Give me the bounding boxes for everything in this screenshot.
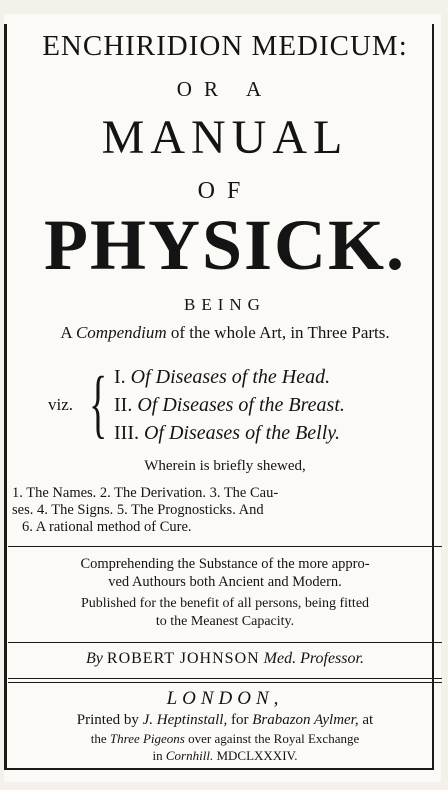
- author-line: [8, 650, 442, 668]
- printed-prefix: Printed by: [76, 712, 143, 728]
- compendium-prefix: A: [60, 323, 76, 342]
- sign-prefix: the: [90, 731, 110, 746]
- imprint-year: MDCLXXXIV.: [213, 748, 298, 763]
- published-line-1: Published for the benefit of all persons, being fitted: [80, 596, 370, 611]
- part-3-number: III.: [114, 422, 144, 444]
- compendium-suffix: of the whole Art, in Three Parts.: [166, 323, 390, 342]
- part-1-text: Of Diseases of the Head.: [130, 366, 331, 388]
- author-title: Med. Professor.: [259, 650, 364, 667]
- part-2: [114, 394, 345, 417]
- sign-name: Three Pigeons: [109, 731, 185, 746]
- parts-list: [48, 362, 428, 454]
- title-line-2: OR A: [176, 77, 274, 101]
- contents-line-1: 1. The Names. 2. The Derivation. 3. The Cau-: [12, 485, 279, 501]
- comprehending-line-1: Comprehending the Substance of the more appro-: [80, 556, 370, 572]
- title-line-1: ENCHIRIDION MEDICUM:: [42, 30, 408, 62]
- wherein-line: Wherein is briefly shewed,: [144, 458, 306, 474]
- bookseller-name: Brabazon Aylmer,: [252, 712, 359, 728]
- at-word: at: [358, 712, 374, 728]
- part-1-number: I.: [114, 366, 131, 388]
- author-name: ROBERT JOHNSON: [106, 650, 260, 667]
- part-1: [114, 366, 330, 389]
- rule-double: [8, 678, 442, 679]
- imprint-street-line: [8, 748, 442, 764]
- for-word: for: [227, 712, 253, 728]
- published-line-2: to the Meanest Capacity.: [155, 614, 295, 629]
- being-label: BEING: [184, 295, 266, 314]
- in-word: in: [152, 748, 166, 763]
- title-line-4: OF: [197, 178, 253, 204]
- imprint-city: LONDON,: [166, 688, 284, 709]
- brace-glyph: {: [89, 362, 108, 446]
- rule-1: [8, 546, 442, 547]
- rule-2: [8, 642, 442, 643]
- contents-line-2: ses. 4. The Signs. 5. The Prognosticks. And: [12, 502, 264, 518]
- part-3-text: Of Diseases of the Belly.: [143, 422, 341, 444]
- part-2-text: Of Diseases of the Breast.: [137, 394, 345, 416]
- part-3: [114, 422, 340, 445]
- compendium-line: [8, 323, 442, 343]
- sign-suffix: over against the Royal Exchange: [184, 731, 360, 746]
- comprehending-line-2: ved Authours both Ancient and Modern.: [108, 574, 342, 590]
- author-by: By: [86, 650, 107, 667]
- part-2-number: II.: [114, 394, 138, 416]
- imprint-printer-line: [8, 712, 442, 729]
- street-name: Cornhill.: [165, 748, 214, 763]
- imprint-sign-line: [8, 731, 442, 747]
- printer-name: J. Heptinstall,: [142, 712, 228, 728]
- title-line-5: PHYSICK.: [43, 205, 407, 285]
- contents-line-3: 6. A rational method of Cure.: [22, 519, 192, 535]
- viz-label: viz.: [48, 395, 74, 414]
- compendium-italic: Compendium: [75, 323, 167, 342]
- title-line-3: MANUAL: [101, 111, 349, 164]
